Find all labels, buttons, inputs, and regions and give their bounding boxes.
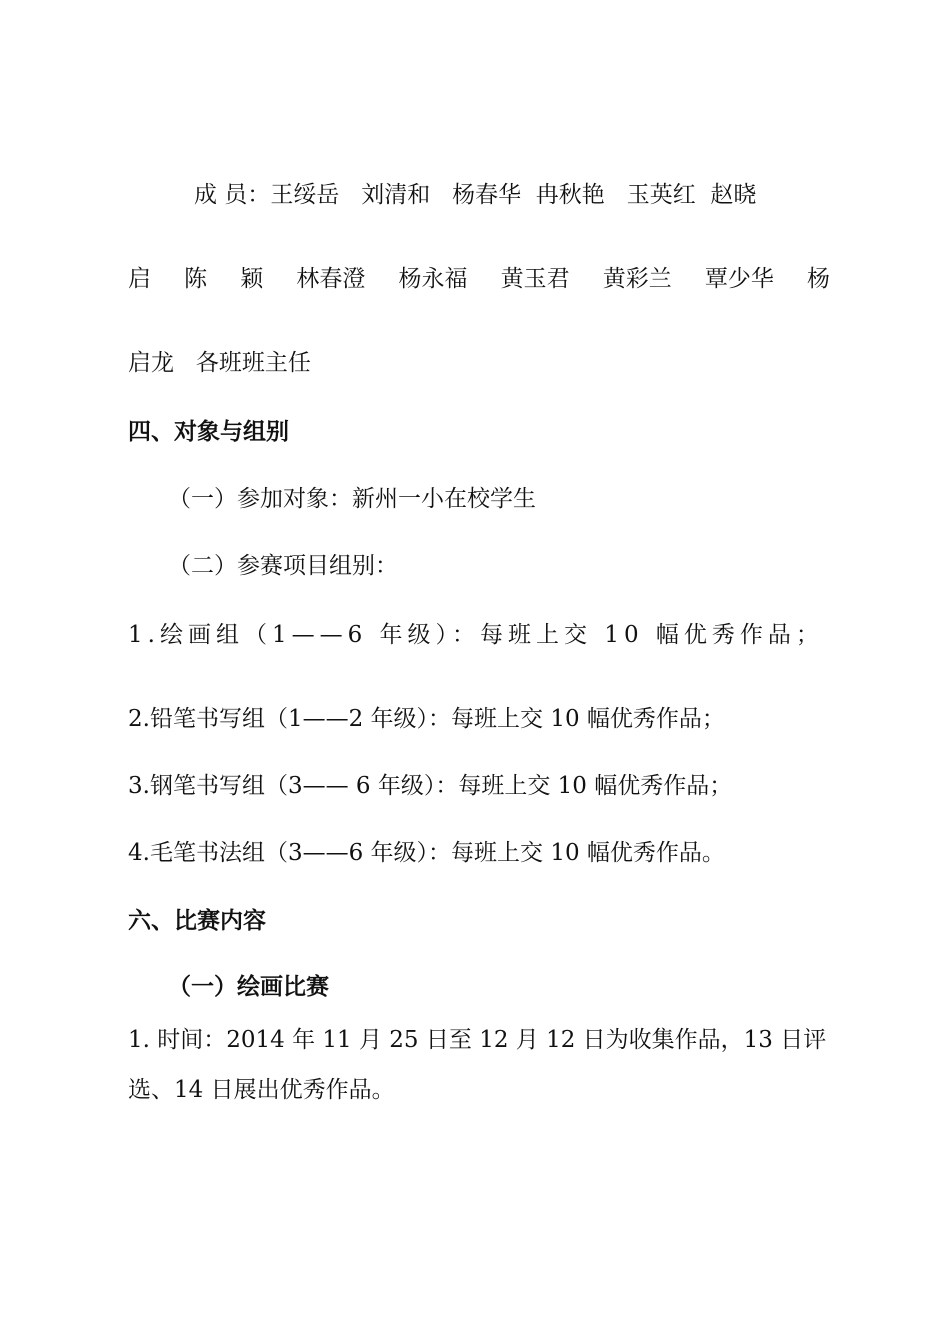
member-name: 杨	[807, 266, 830, 292]
section-heading-6: 六、比赛内容	[128, 908, 266, 934]
member-name: 杨永福	[398, 266, 468, 292]
section6-sub1: （一）绘画比赛	[168, 974, 329, 1000]
group-item-4: 4.毛笔书法组（3——6 年级）：每班上交 10 幅优秀作品。	[128, 840, 725, 866]
group-item-2: 2.铅笔书写组（1——2 年级）：每班上交 10 幅优秀作品；	[128, 706, 725, 732]
group-item-1: 1.绘画组（1——6 年级）：每班上交 10 幅优秀作品；	[128, 622, 824, 648]
section4-sub1: （一）参加对象：新州一小在校学生	[168, 486, 536, 512]
members-line-1	[194, 180, 756, 210]
section4-sub2: （二）参赛项目组别：	[168, 553, 398, 579]
member-name: 陈	[184, 266, 208, 292]
member-name: 黄彩兰	[602, 266, 672, 292]
members-names-1: 王绥岳 刘清和 杨春华 冉秋艳 玉英红 赵晓	[270, 182, 757, 208]
member-name: 颖	[240, 266, 264, 292]
members-line-2	[128, 264, 830, 294]
members-label: 成 员：	[194, 182, 271, 208]
member-name: 林春澄	[296, 266, 366, 292]
group-item-3: 3.钢笔书写组（3—— 6 年级）：每班上交 10 幅优秀作品；	[128, 773, 733, 799]
members-line-3: 启龙 各班班主任	[128, 350, 311, 376]
member-name: 黄玉君	[500, 266, 570, 292]
section6-time-line-1: 1. 时间：2014 年 11 月 25 日至 12 月 12 日为收集作品，13 日评	[128, 1027, 827, 1053]
member-name: 启	[128, 266, 151, 292]
member-name: 覃少华	[704, 266, 774, 292]
section6-time-line-2: 选、14 日展出优秀作品。	[128, 1077, 395, 1103]
section-heading-4: 四、对象与组别	[128, 419, 289, 445]
